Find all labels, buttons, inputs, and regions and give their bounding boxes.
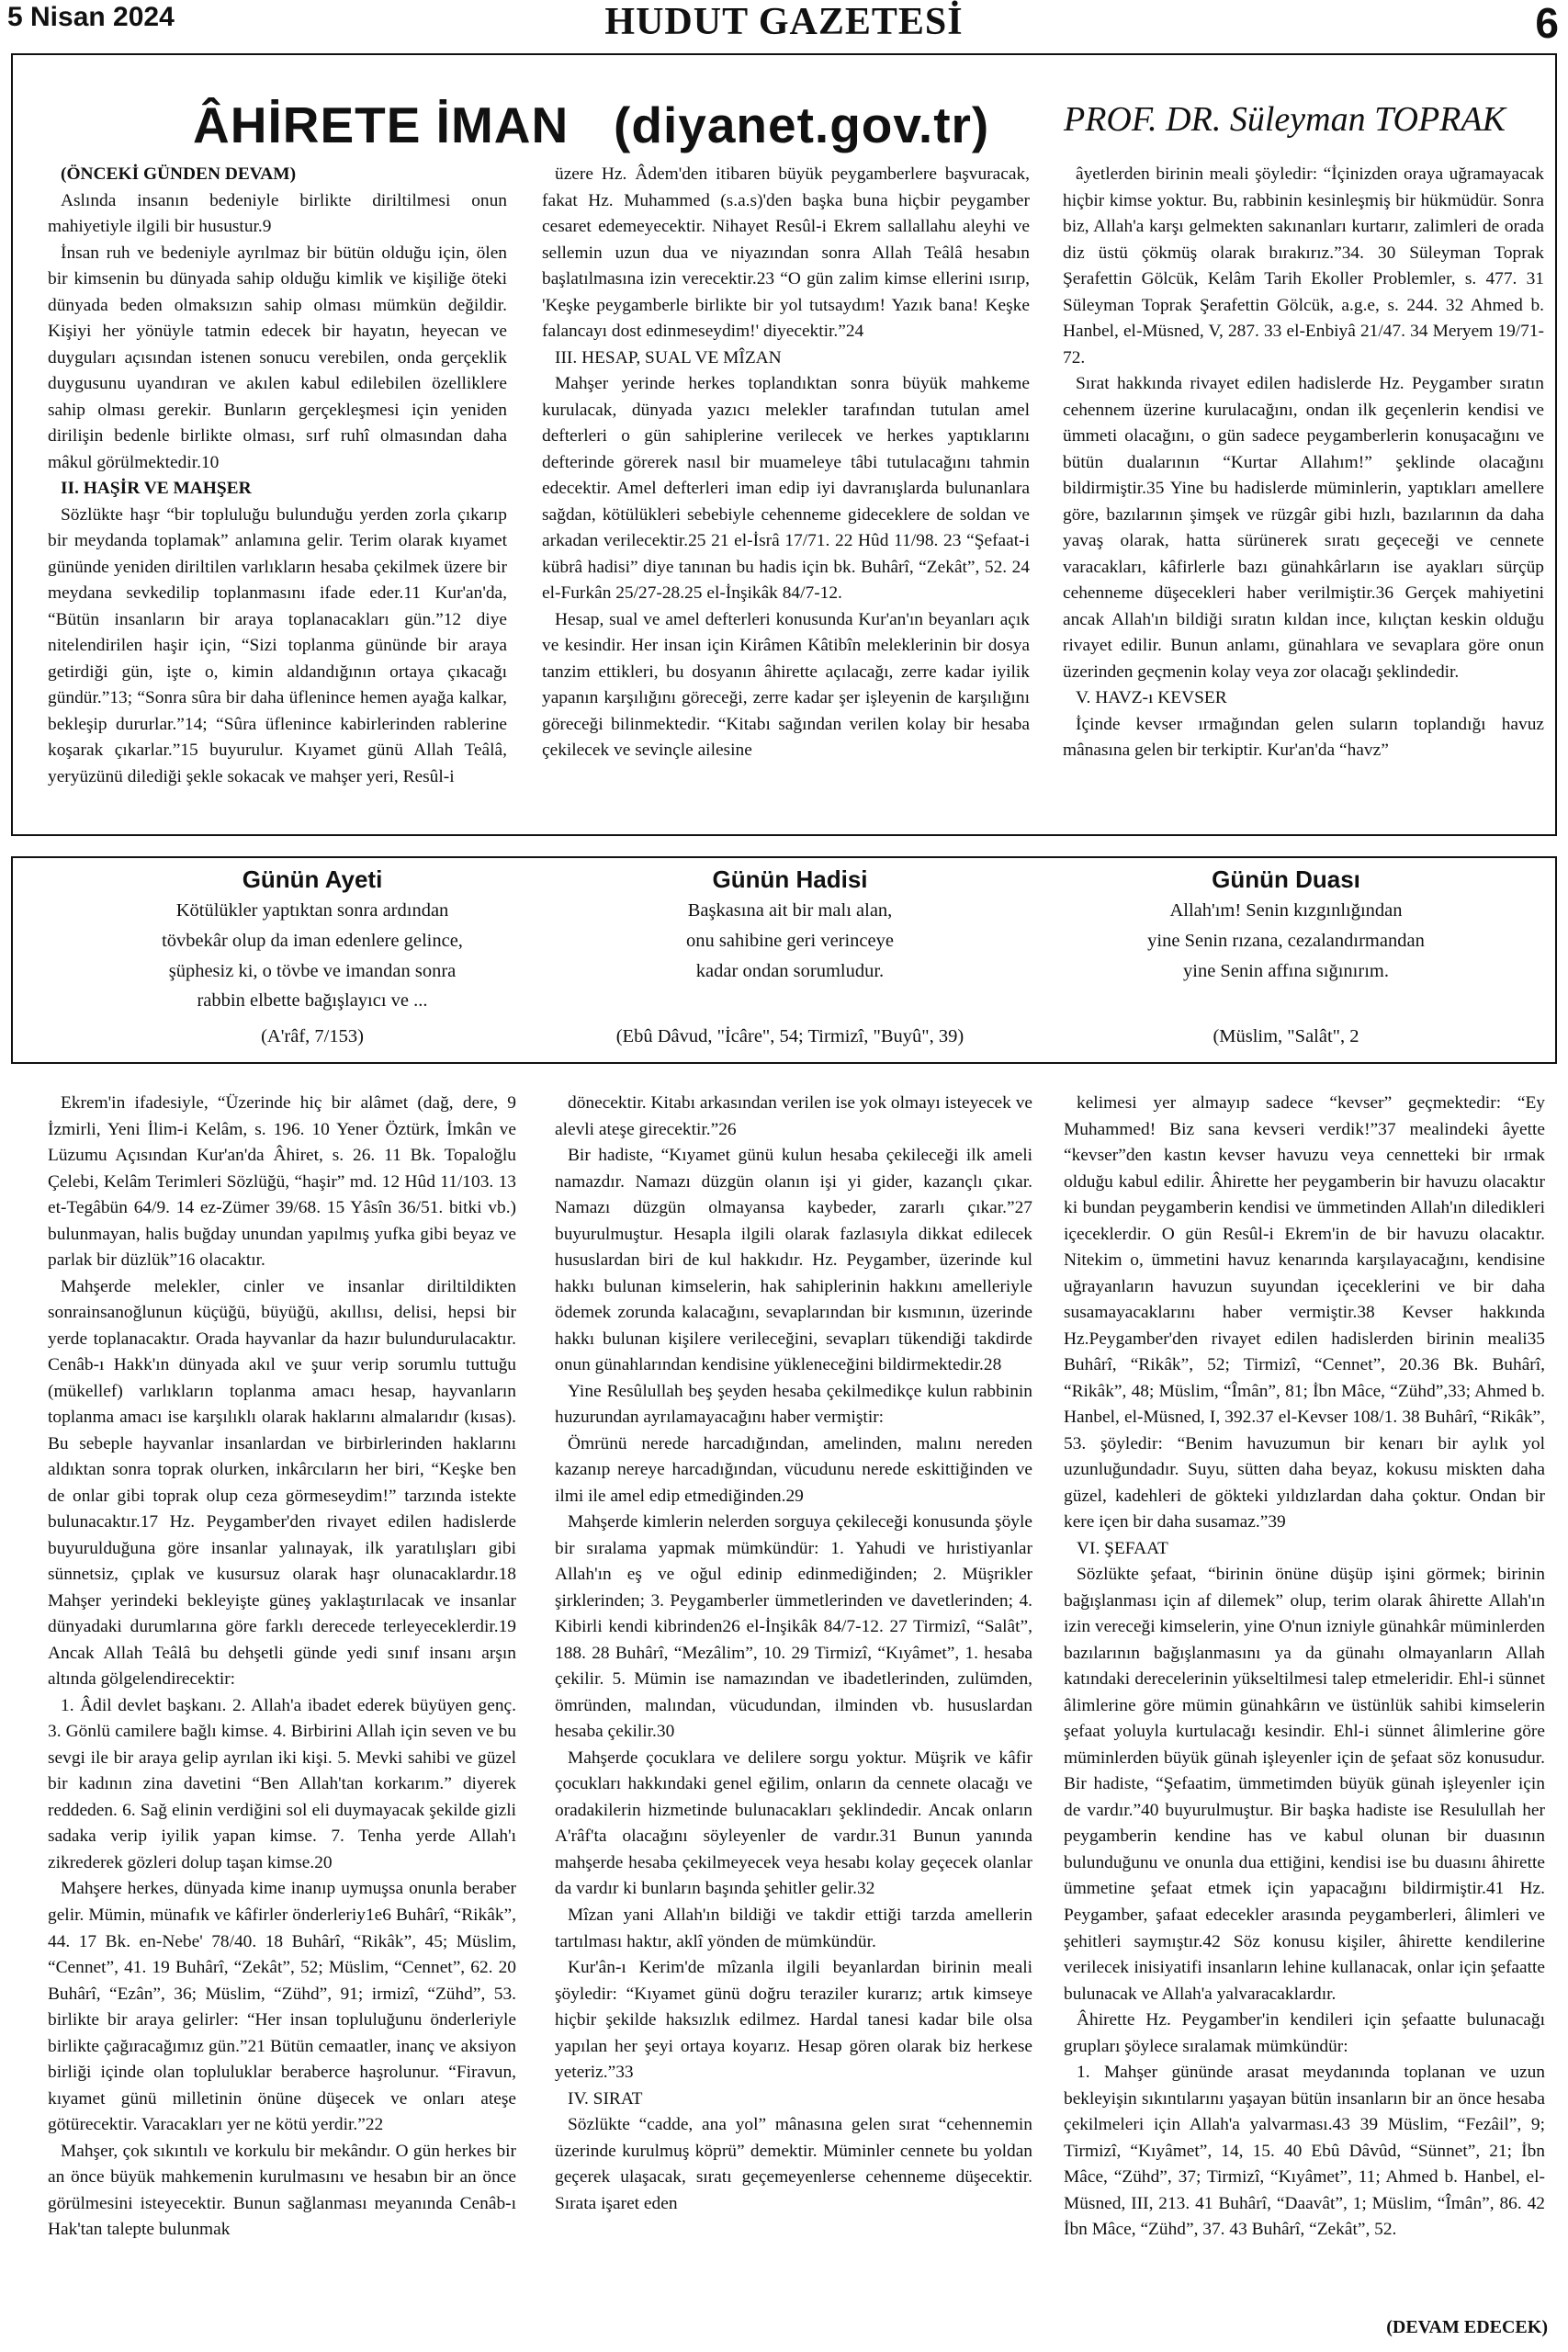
paragraph: Sözlükte haşr “bir topluluğu bulunduğu yerden zorla çıkarıp bir meydanda toplamak” anlamına gelir. Terim olarak kıyamet gününde yeniden diriltilen varlıkların hesaba çekilmek üzere bir meydana sevkedilip toplanmasını ifade eder.11 Kur'an'da, “Bütün insanların bir araya toplanacakları gün.”12 diye nitelendirilen haşir için, “Sizi toplanma gününde bir araya getirdiği gün, işte o, kimin aldandığının ortaya çıkacağı gündür.”13; “Sonra sûra bir daha üflenince hemen ayağa kalkar, bekleşip dururlar.”14; “Sûra üflenince kabirlerinden rablerine koşarak çıkarlar.”15 buyurulur. Kıyamet günü Allah Teâlâ, yeryüzünü dilediği şekle sokacak ve mahşer yeri, Resûl-i	[48, 504, 507, 786]
page-date: 5 Nisan 2024	[7, 2, 175, 32]
paragraph: 1. Âdil devlet başkanı. 2. Allah'a ibadet ederek büyüyen genç. 3. Gönlü camilere bağlı kimse. 4. Birbirini Allah için seven ve bu sevgi ile bir araya gelip ayrılan iki kişi. 5. Mevki sahibi ve güzel bir kadının zina davetini “Ben Allah'tan korkarım.” diyerek reddeden. 6. Sağ elinin verdiğini sol eli duymayacak şekilde gizli sadaka verip iyilik yapan kimse. 7. Tenha yerde Allah'ı zikrederek gözleri dolup taşan kimse.20	[48, 1695, 516, 1872]
bottom-column-2	[555, 1091, 1032, 2217]
paragraph: Ekrem'in ifadesiyle, “Üzerinde hiç bir alâmet (dağ, dere, 9 İzmirli, Yeni İlim-i Kelâm, s. 196. 10 Yener Öztürk, İmkân ve Lüzumu Açısından Kur'an'da Âhiret, s. 26. 11 Bk. Topaloğlu Çelebi, Kelâm Terimleri Sözlüğü, “haşir” md. 12 Hûd 11/103. 13 et-Tegâbün 64/9. 14 ez-Zümer 39/68. 15 Yâsîn 36/51. bitki vb.) bulunmayan, halis buğday unundan yapılmış yufka gibi beyaz ve parlak bir düzlük”16 olacaktır.	[48, 1093, 516, 1271]
box-line: yine Senin rızana, cezalandırmandan	[1147, 930, 1425, 951]
box-title: Günün Ayeti	[242, 865, 383, 893]
paragraph: IV. SIRAT	[568, 2088, 643, 2109]
paragraph: Sözlükte şefaat, “birinin önüne düşüp işini görmek; birinin bağışlanması için af dilemek” olup, terim olarak âhirette Allah'ın izin vereceği kimselerin, yine O'nun izniyle günahkâr müminlerden bazılarının bağışlanmasını ya da günahı olmayanların Allah katındaki derecelerinin yükseltilmesi talep etmeleridir. Ehl-i sünnet âlimlerine göre mümin günahkârın ve üstünlük sahibi kimselerin şefaat yoluyla kurtulacağı kesindir. Ehl-i sünnet âlimlerine göre müminlerden büyük günah işleyenler için de şefaat söz konusudur. Bir hadiste, “Şefaatim, ümmetimden büyük günah işleyenler için de vardır.”40 buyurulmuştur. Bir başka hadiste ise Resulullah her peygamberin kendine has ve kabul olunan bir duasının bulunduğunu ve onunla dua ettiğini, kendisi ise bu duasını âhirette ümmetine şefaat etmek için yapacağını bildirmiştir.41 Hz. Peygamber, şafaat edecekler arasında peygamberleri, âlimleri ve şehitleri saymıştır.42 Söz konusu kişiler, âhirette kendilerine verilecek inisiyatifi insanların lehine kullanacak, onlar için şefaatte bulunacak ve Allah'a yalvaracaklardır.	[1064, 1565, 1545, 2004]
box-hadis	[551, 865, 1029, 1046]
box-line: rabbin elbette bağışlayıcı ve ...	[197, 990, 428, 1012]
article-author: PROF. DR. Süleyman TOPRAK	[1064, 100, 1506, 139]
bottom-column-1	[48, 1091, 516, 2244]
paragraph: Mahşere herkes, dünyada kime inanıp uymuşsa onunla beraber gelir. Mümin, münafık ve kâfirler önderleriy1e6 Buhârî, “Rikâk”, 44. 17 Bk. en-Nebe' 78/40. 18 Buhârî, “Rikâk”, 45; Müslim, “Cennet”, 41. 19 Buhârî, “Zekât”, 52; Müslim, “Cennet”, 62. 20 Buhârî, “Ezân”, 36; Müslim, “Zühd”, 91; irmizî, “Zühd”, 53. birlikte bir araya gelirler: “Her insan topluluğunu önderleriyle birlikte çağıracağımız gün.”21 Bütün cemaatler, inanç ve aksiyon birliği içinde olan topluluklar beraberce haşrolunur. “Firavun, kıyamet günü milletinin önüne düşecek ve onları ateşe götürecektir. Varacakları yer ne kötü yerdir.”22	[48, 1879, 516, 2135]
box-line: Başkasına ait bir malı alan,	[687, 900, 893, 921]
paragraph: II. HAŞİR VE MAHŞER	[61, 479, 252, 499]
box-line: yine Senin affına sığınırım.	[1183, 960, 1389, 981]
box-dua	[1056, 865, 1516, 1046]
paragraph: Mîzan yani Allah'ın bildiği ve takdir ettiği tarzda amellerin tartılması haktır, aklî yönden de mümkündür.	[555, 1905, 1032, 1951]
box-line: Allah'ım! Senin kızgınlığından	[1169, 900, 1403, 921]
top-column-2	[542, 162, 1030, 764]
paragraph: Mahşer, çok sıkıntılı ve korkulu bir mekândır. O gün herkes bir an önce büyük mahkemenin kurulmasını ve hesabın bir an önce görülmesini isteyecektir. Bunun sağlanması meyanında Cenâb-ı Hak'tan talepte bulunmak	[48, 2141, 516, 2240]
box-source: (Müslim, "Salât", 2	[1213, 1026, 1359, 1046]
paragraph: III. HESAP, SUAL VE MÎZAN	[555, 347, 782, 368]
bottom-column-3	[1064, 1091, 1545, 2244]
paragraph: İnsan ruh ve bedeniyle ayrılmaz bir bütün olduğu için, ölen bir kimsenin bu dünyada sahip olduğu kimlik ve kişiliğe öteki dünyada beden olmaksızın sahip olması mümkün değildir. Kişiyi her yönüyle tatmin edecek bir hayatın, heyecan ve duyguları açısından istenen sonucu verebilen, onda gerçeklik duygusunu uyandıran ve akılen kabul edilebilen özelliklere sahip olması gerekir. Bunların gerçekleşmesi için yeniden dirilişin bedenle birlikte olması, sırf ruhî olmasından daha mâkul görülmektedir.10	[48, 243, 507, 472]
box-title: Günün Hadisi	[712, 865, 868, 893]
paragraph: Yine Resûlullah beş şeyden hesaba çekilmedikçe kulun rabbinin huzurundan ayrılamayacağını haber vermiştir:	[555, 1381, 1032, 1428]
paragraph: dönecektir. Kitabı arkasından verilen ise yok olmayı isteyecek ve alevli ateşe girecektir.”26	[555, 1093, 1032, 1139]
paragraph: Mahşerde melekler, cinler ve insanlar diriltildikten sonrainsanoğlunun küçüğü, büyüğü, akıllısı, delisi, hepsi bir yerde toplanacaktır. Orada hayvanlar da hazır bulundurulacaktır. Cenâb-ı Hakk'ın dünyada akıl ve şuur verip sorumlu tuttuğu (mükellef) varlıkların toplanma amacı hesap, hayvanların toplanma amacı ise karşılıklı olarak haklarını almalarıdır (kısas). Bu sebeple hayvanlar insanlardan ve birbirlerinden haklarını aldıktan sonra toprak olurken, inkârcıların her biri, “Keşke ben de onlar gibi toprak olup ceza görmeseydim!” tarzında istekte bulunacaktır.17 Hz. Peygamber'den rivayet edilen hadislerde buyurulduğuna göre insanlar yalınayak, ilk yaratılışları gibi sünnetsiz, çıplak ve kusursuz olarak haşr olunacaklardır.18 Mahşer yerindeki bekleyişte güneş yaklaştırılacak ve insanlar dünyadaki durumlarına göre farklı derecede terleyeceklerdir.19 Ancak Allah Teâlâ bu dehşetli günde yedi sınıf insanı arşın altında gölgelendirecektir:	[48, 1276, 516, 1690]
paragraph: âyetlerden birinin meali şöyledir: “İçinizden oraya uğramayacak hiçbir kimse yoktur. Bu, rabbinin kesinleşmiş bir hükmüdür. Sonra biz, Allah'a karşı gelmekten sakınanları kurtarır, zalimleri de orada diz üstü çökmüş olarak bırakırız.”34. 30 Süleyman Toprak Şerafettin Gölcük, Kelâm Tarih Ekoller Problemler, s. 477. 31 Süleyman Toprak Şerafettin Gölcük, a.g.e, s. 244. 32 Ahmed b. Hanbel, el-Müsned, V, 287. 33 el-Enbiyâ 21/47. 34 Meryem 19/71-72.	[1063, 164, 1544, 368]
paragraph: V. HAVZ-ı KEVSER	[1076, 688, 1227, 708]
continued-note: (DEVAM EDECEK)	[1386, 2317, 1548, 2337]
box-source: (Ebû Dâvud, "İcâre", 54; Tirmizî, "Buyû", 39)	[615, 1026, 964, 1046]
article-title: ÂHİRETE İMAN (diyanet.gov.tr)	[193, 96, 990, 153]
paragraph: 1. Mahşer gününde arasat meydanında toplanan ve uzun bekleyişin sıkıntılarını yaşayan bütün insanların bir an önce hesaba çekilmeleri için Allah'a yalvarması.43 39 Müslim, “Fezâil”, 9; Tirmizî, “Kıyâmet”, 14, 15. 40 Ebû Dâvûd, “Sünnet”, 21; İbn Mâce, “Zühd”, 37; Tirmizî, “Kıyâmet”, 11; Ahmed b. Hanbel, el-Müsned, III, 213. 41 Buhârî, “Daavât”, 1; Müslim, “Îmân”, 86. 42 İbn Mâce, “Zühd”, 37. 43 Buhârî, “Zekât”, 52.	[1064, 2063, 1545, 2240]
paragraph: Bir hadiste, “Kıyamet günü kulun hesaba çekileceği ilk ameli namazdır. Namazı düzgün olanın işi yi gider, kazançlı çıkar. Namazı düzgün olmayansa kaybeder, zararlı çıkar.”27 buyurulmuştur. Hesapla ilgili olarak fazlasıyla dikkat edilecek hususlardan biri de kul hakkıdır. Hz. Peygamber, üzerinde kul hakkı bulunan kimselerin, hak sahiplerinin hakkını amelleriyle ödemek zorunda kalacağını, sevaplarından bir kısmının, üzerinde hakkı bulunan kişilere verileceğini, sevapları tükendiği takdirde onun günahlarından kendisine yükleneceğini bildirmektedir.28	[555, 1146, 1032, 1375]
paragraph: (ÖNCEKİ GÜNDEN DEVAM)	[61, 164, 297, 184]
box-ayet	[110, 865, 514, 1046]
paragraph: Mahşer yerinde herkes toplandıktan sonra büyük mahkeme kurulacak, dünyada yazıcı melekler tarafından tutulan amel defterleri o gün sahiplerine verilecek ve herkes yaptıklarını defterinde görerek nasıl bir muameleye tâbi tutulacağını tahmin edecektir. Amel defterleri iman edip iyi davranışlarda bulunanlara sağdan, kötülükleri sebebiyle cehenneme gideceklere de soldan ve arkadan verilecektir.25 21 el-İsrâ 17/71. 22 Hûd 11/98. 23 “Şefaat-i kübrâ hadisi” diye tanınan bu hadis için bk. Buhârî, “Zekât”, 52. 24 el-Furkân 25/27-28.25 el-İnşikâk 84/7-12.	[542, 374, 1030, 604]
paragraph: Sırat hakkında rivayet edilen hadislerde Hz. Peygamber sıratın cehennem üzerine kurulacağını, ondan ilk geçenlerin kendisi ve ümmeti olacağını, o gün sadece peygamberlerin konuşacağını ve bütün dualarının “Kurtar Allahım!” şeklinde olacağını bildirmiştir.35 Yine bu hadislerde müminlerin, yaptıkları amellere göre, bazılarının şimşek ve rüzgâr gibi hızlı, bazılarının da daha yavaş olarak, hatta sürünerek sıratı geçeceği ve cennete varacakları, kâfirlerle bazı günahkârların ise ayakları sürçüp cehenneme düşecekleri haber verilmiştir.36 Gerçek mahiyetini ancak Allah'ın bildiği sıratın kıldan ince, kılıçtan keskin olduğu rivayet edilir. Bunun anlamı, günahlara ve sevaplara göre onun üzerinden geçmenin kolay veya zor olacağı şeklindedir.	[1063, 374, 1544, 682]
box-line: onu sahibine geri verinceye	[686, 930, 894, 951]
paragraph: kelimesi yer almayıp sadece “kevser” geçmektedir: “Ey Muhammed! Biz sana kevseri verdik!”37 mealindeki âyette “kevser”den kastın kevser havuzu veya cennetteki bir ırmak olduğu kabul edilir. Âhirette her peygamberin bir havuzu olacaktır ki bundan peygamberin kendisi ve ümmetinden Allah'ın diledikleri içeceklerdir. O gün Resûl-i Ekrem'in de bir havuzu olacaktır. Nitekim o, ümmetini havuz kenarında karşılayacağını, kendisine uğrayanların havuzun suyundan içeceklerini ve bir daha susamayacaklarını haber vermiştir.38 Kevser hakkında Hz.Peygamber'den rivayet edilen hadislerden birinin meali35 Buhârî, “Rikâk”, 52; Tirmizî, “Cennet”, 20.36 Bk. Buhârî, “Rikâk”, 48; Müslim, “Îmân”, 81; İbn Mâce, “Zühd”,33; Ahmed b. Hanbel, el-Müsned, I, 392.37 el-Kevser 108/1. 38 Buhârî, “Rikâk”, 53. şöyledir: “Benim havuzumun bir kenarı bir aylık yol uzunluğundadır. Suyu, sütten daha beyaz, kokusu miskten daha güzel, kadehleri de gökteki yıldızlardan daha çoktur. Ondan bir kere içen bir daha susamaz.”39	[1064, 1093, 1545, 1532]
box-line: Kötülükler yaptıktan sonra ardından	[175, 900, 449, 921]
box-title: Günün Duası	[1212, 865, 1360, 893]
paragraph: Aslında insanın bedeniyle birlikte diriltilmesi onun mahiyetiyle ilgili bir husustur.9	[48, 190, 507, 237]
top-column-3	[1063, 162, 1544, 764]
box-source: (A'râf, 7/153)	[261, 1026, 364, 1046]
paragraph: üzere Hz. Âdem'den itibaren büyük peygamberlere başvuracak, fakat Hz. Muhammed (s.a.s)'den başka buna hiçbir peygamber cesaret edemeyecektir. Nihayet Resûl-i Ekrem sallallahu aleyhi ve sellemin uzun dua ve niyazından sonra Allah Teâlâ hesabın başlatılmasına izin verecektir.23 “O gün zalim kimse ellerini ısırıp, 'Keşke peygamberle birlikte bir yol tutsaydım! Yazık bana! Keşke falancayı dost edinmeseydim!' diyecektir.”24	[542, 164, 1030, 342]
paragraph: Kur'ân-ı Kerim'de mîzanla ilgili beyanlardan birinin meali şöyledir: “Kıyamet günü doğru teraziler kurarız; artık kimseye hiçbir şekilde haksızlık edilmez. Hardal tanesi kadar bile olsa yapılan her şeyi ortaya koyarız. Hesap gören olarak biz herkese yeteriz.”33	[555, 1958, 1032, 2083]
paragraph: Âhirette Hz. Peygamber'in kendileri için şefaatte bulunacağı grupları şöylece sıralamak mümkündür:	[1064, 2010, 1545, 2056]
paragraph: İçinde kevser ırmağından gelen suların toplandığı havuz mânasına gelen bir terkiptir. Kur'an'da “havz”	[1063, 714, 1544, 761]
paragraph: Mahşerde kimlerin nelerden sorguya çekileceği konusunda şöyle bir sıralama yapmak mümkündür: 1. Yahudi ve hıristiyanlar Allah'ın eş ve oğul edinip edinmediğinden; 2. Müşrikler şirklerinden; 3. Peygamberler ümmetlerinden ve davetlerinden; 4. Kibirli kendi kibrinden26 el-İnşikâk 84/7-12. 27 Tirmizî, “Salât”, 188. 28 Buhârî, “Mezâlim”, 10. 29 Tirmizî, “Kıyâmet”, 1. hesaba çekilir. 5. Mümin ise namazından ve ibadetlerinden, zulümden, ömründen, malından, vücudundan, ilminden vb. hususlardan hesaba çekilir.30	[555, 1512, 1032, 1742]
page-number: 6	[1535, 0, 1559, 47]
paragraph: Sözlükte “cadde, ana yol” mânasına gelen sırat “cehennemin üzerinde kurulmuş köprü” demektir. Müminler cennete bu yoldan geçerek ulaşacak, sıratı geçemeyenlerse cehenneme düşecektir. Sırata işaret eden	[555, 2115, 1032, 2213]
paragraph: Hesap, sual ve amel defterleri konusunda Kur'an'ın beyanları açık ve kesindir. Her insan için Kirâmen Kâtibîn meleklerinin bir dosya tanzim ettikleri, bu dosyanın âhirette açılacağı, zerre kadar iyilik yapanın karşılığını göreceği, zerre kadar şer işleyenin de karşılığını göreceği bilinmektedir. “Kitabı sağından verilen kolay bir hesaba çekilecek ve sevinçle ailesine	[542, 609, 1030, 761]
box-line: tövbekâr olup da iman edenlere gelince,	[162, 930, 463, 951]
paragraph: Ömrünü nerede harcadığından, amelinden, malını nereden kazanıp nereye harcadığından, vücudunu nerede eskittiğinden ve ilmi ile amel edip etmediğinden.29	[555, 1433, 1032, 1506]
paragraph: VI. ŞEFAAT	[1077, 1538, 1168, 1558]
paragraph: Mahşerde çocuklara ve delilere sorgu yoktur. Müşrik ve kâfir çocukları hakkındaki genel eğilim, onların da cennete olacağı ve oradakilerin hizmetinde bulunacakları şeklindedir. Ancak onların A'râf'ta olacağını söyleyenler de vardır.31 Bunun yanında mahşerde hesaba çekilmeyecek veya hesabı kolay geçecek olanlar da vardır ki bunların başında şehitler gelir.32	[555, 1747, 1032, 1899]
box-line: kadar ondan sorumludur.	[695, 960, 885, 981]
top-column-1	[48, 162, 507, 790]
newspaper-name: HUDUT GAZETESİ	[604, 1, 964, 43]
box-line: şüphesiz ki, o tövbe ve imandan sonra	[168, 960, 457, 981]
